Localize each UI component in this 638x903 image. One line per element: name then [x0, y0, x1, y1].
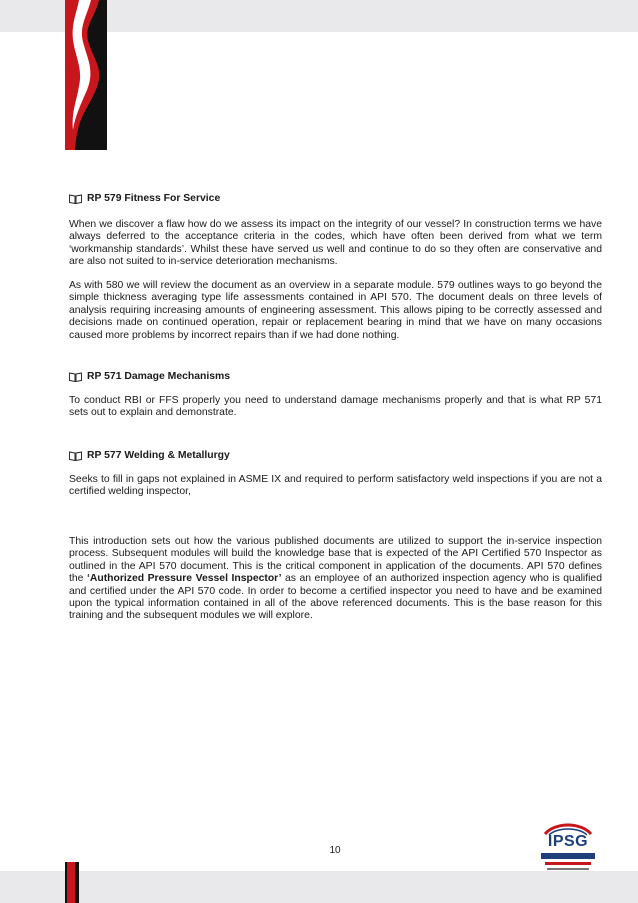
brand-flame-strip [65, 0, 107, 150]
ipsg-logo [535, 820, 601, 878]
closing-emphasis: ‘Authorized Pressure Vessel Inspector’ [86, 573, 282, 585]
closing-text-before: This introduction sets out how the various published documents are utilized to support the in-service inspection process. Subsequent modules will build the knowledge base that is expected of the API Certified 570 Inspector as outlined in the API 570 document. This is the critical component in application of the documents. API 570 defines the [69, 536, 602, 585]
page-number: 10 [329, 845, 341, 856]
section-paragraph: As with 580 we will review the document as an overview in a separate module. 579 outlines ways to go beyond the simple thickness averaging type life assessments contained in API 570. The document deals on three levels of analysis requiring increasing amounts of engineering assessment. This allows piping to be correctly assessed and decisions made on continued operation, repair or replacement bearing in mind that we have on many occasions caused more problems by incorrect repairs than if we had done nothing. [69, 280, 602, 341]
book-icon [69, 451, 82, 461]
section-heading-text: RP 577 Welding & Metallurgy [87, 450, 230, 461]
section-heading-rp579 [69, 192, 220, 205]
section-heading-text: RP 579 Fitness For Service [87, 193, 221, 204]
section-paragraph: When we discover a flaw how do we assess its impact on the integrity of our vessel? In construction terms we have always deferred to the acceptance criteria in the codes, which have often been derived from what we term ‘workmanship standards’. Whilst these have served us well and continue to do so they often are conservative and are also not suited to in-service deterioration mechanisms. [69, 219, 602, 268]
section-paragraph: Seeks to fill in gaps not explained in ASME IX and required to perform satisfactory weld inspections if you are not a certified welding inspector, [69, 474, 602, 498]
closing-text-after: as an employee of an authorized inspection agency who is qualified and certified under the API 570 code. In order to become a certified inspector you need to have and be examined upon the typical information contained in all of the above referenced documents. This is the base reason for this training and the subsequent modules we will explore. [69, 573, 602, 622]
section-heading-text: RP 571 Damage Mechanisms [87, 371, 231, 382]
section-heading-rp577 [69, 449, 230, 462]
book-icon [69, 372, 82, 382]
closing-paragraph [69, 536, 602, 623]
book-icon [69, 194, 82, 204]
brand-strip-bottom [65, 862, 79, 903]
logo-text: IPSG [547, 833, 589, 850]
section-heading-rp571 [69, 370, 230, 383]
section-paragraph: To conduct RBI or FFS properly you need to understand damage mechanisms properly and that is what RP 571 sets out to explain and demonstrate. [69, 395, 602, 419]
